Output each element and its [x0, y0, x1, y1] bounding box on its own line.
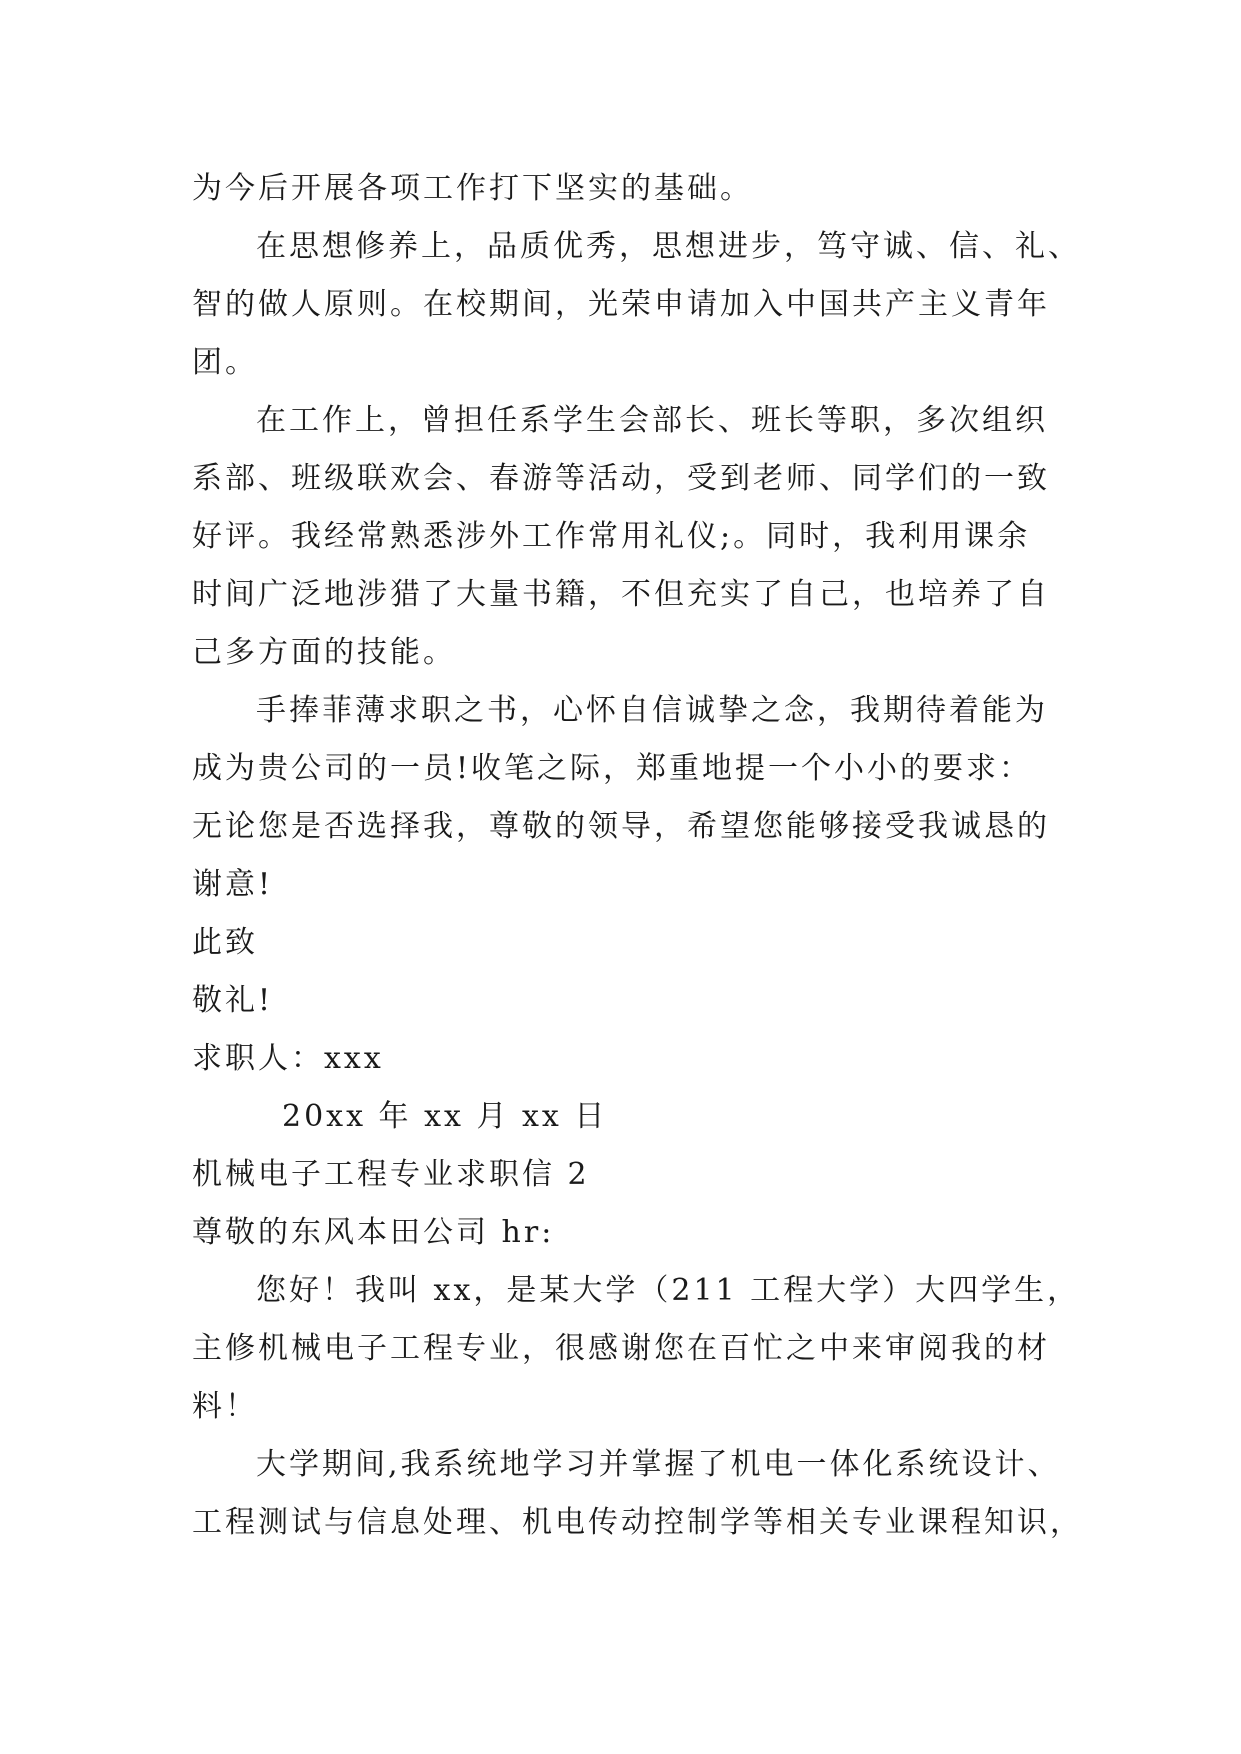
- text-line: 在思想修养上，品质优秀，思想进步，笃守诚、信、礼、: [256, 229, 1081, 264]
- text-line: 手捧菲薄求职之书，心怀自信诚挚之念，我期待着能为: [256, 693, 1048, 728]
- text-line: 主修机械电子工程专业，很感谢您在百忙之中来审阅我的材: [192, 1331, 1050, 1366]
- text-line: 大学期间,我系统地学习并掌握了机电一体化系统设计、: [256, 1447, 1061, 1482]
- text-line: 系部、班级联欢会、春游等活动，受到老师、同学们的一致: [192, 461, 1050, 496]
- text-line: 时间广泛地涉猎了大量书籍，不但充实了自己，也培养了自: [192, 577, 1050, 612]
- text-line: 您好！我叫 xx，是某大学（211 工程大学）大四学生，: [256, 1273, 1081, 1308]
- text-line: 为今后开展各项工作打下坚实的基础。: [192, 171, 753, 206]
- text-line: 己多方面的技能。: [192, 635, 456, 670]
- salutation-line: 敬礼!: [192, 983, 274, 1018]
- text-line: 智的做人原则。在校期间，光荣申请加入中国共产主义青年: [192, 287, 1050, 322]
- signature-line: 求职人：xxx: [192, 1041, 384, 1076]
- letter-body: [192, 160, 1083, 1552]
- text-line: 在工作上，曾担任系学生会部长、班长等职，多次组织: [256, 403, 1048, 438]
- text-line: 团。: [192, 345, 258, 380]
- greeting-line: 尊敬的东风本田公司 hr:: [192, 1215, 555, 1250]
- section-title: 机械电子工程专业求职信 2: [192, 1157, 590, 1192]
- text-line: 好评。我经常熟悉涉外工作常用礼仪;。同时，我利用课余: [192, 519, 1031, 554]
- text-line: 谢意!: [192, 867, 274, 902]
- text-line: 工程测试与信息处理、机电传动控制学等相关专业课程知识，: [192, 1505, 1083, 1540]
- text-line: 成为贵公司的一员!收笔之际，郑重地提一个小小的要求：: [192, 751, 1033, 786]
- text-line: 料！: [192, 1389, 258, 1424]
- text-line: 无论您是否选择我，尊敬的领导，希望您能够接受我诚恳的: [192, 809, 1050, 844]
- closing-line: 此致: [192, 925, 258, 960]
- date-line: 20xx 年 xx 月 xx 日: [282, 1099, 608, 1134]
